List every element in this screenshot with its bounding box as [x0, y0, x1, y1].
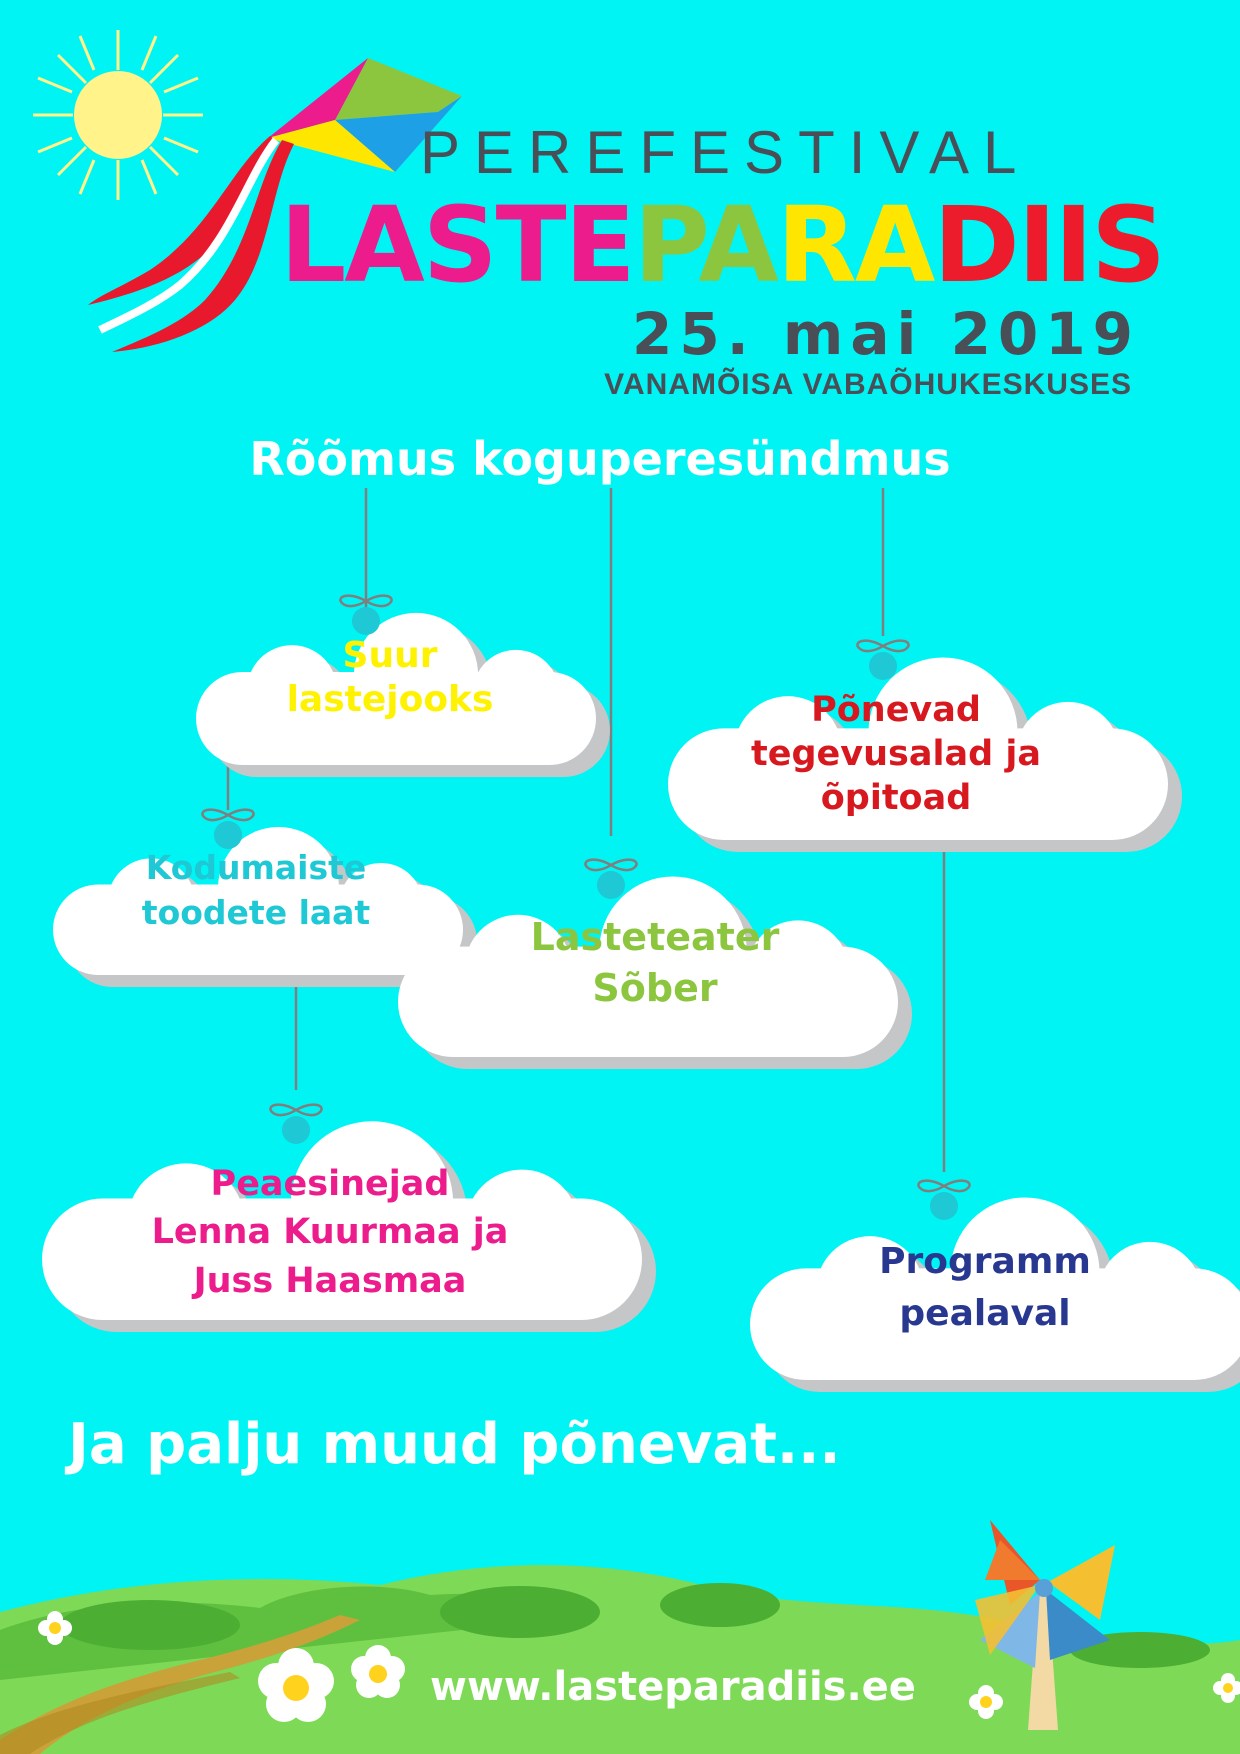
- tagline: Rõõmus koguperesündmus: [249, 432, 951, 486]
- cloud-line: Juss Haasmaa: [193, 1260, 467, 1301]
- cloud-laat: [66, 846, 446, 935]
- brand-part: DIIS: [933, 184, 1165, 306]
- cloud-line: Lenna Kuurmaa ja: [151, 1212, 509, 1253]
- cloud-line: pealaval: [899, 1293, 1071, 1335]
- cloud-line: Peaesinejad: [210, 1164, 450, 1204]
- festival-date: 25. mai 2019: [631, 300, 1140, 368]
- closing-text: Ja palju muud põnevat...: [68, 1412, 841, 1477]
- brand-part: PA: [633, 184, 777, 306]
- sun-icon: [33, 30, 203, 200]
- cloud-tegevusalad: [676, 688, 1116, 820]
- cloud-line: Suur: [342, 635, 438, 676]
- cloud-line: tegevusalad ja: [751, 734, 1041, 775]
- cloud-line: lastejooks: [286, 678, 494, 720]
- cloud-line: Lasteteater: [530, 915, 780, 959]
- cloud-peaesinejad: [90, 1160, 570, 1305]
- cloud-lastejooks: [200, 634, 580, 722]
- cloud-line: õpitoad: [820, 778, 972, 819]
- cloud-line: Põnevad: [811, 690, 981, 730]
- cloud-line: toodete laat: [141, 892, 371, 932]
- cloud-lasteteater: [420, 912, 890, 1015]
- cloud-programm: [740, 1236, 1230, 1340]
- cloud-line: Programm: [879, 1241, 1091, 1282]
- festival-brand-title: [280, 184, 1165, 306]
- festival-subtitle: PEREFESTIVAL: [420, 119, 1031, 186]
- brand-part: LASTE: [280, 184, 634, 306]
- website-link[interactable]: www.lasteparadiis.ee: [430, 1664, 916, 1710]
- cloud-line: Sõber: [592, 966, 718, 1011]
- brand-part: RA: [776, 184, 934, 306]
- festival-venue: VANAMÕISA VABAÕHUKESKUSES: [604, 368, 1132, 401]
- cloud-line: Kodumaiste: [145, 848, 367, 887]
